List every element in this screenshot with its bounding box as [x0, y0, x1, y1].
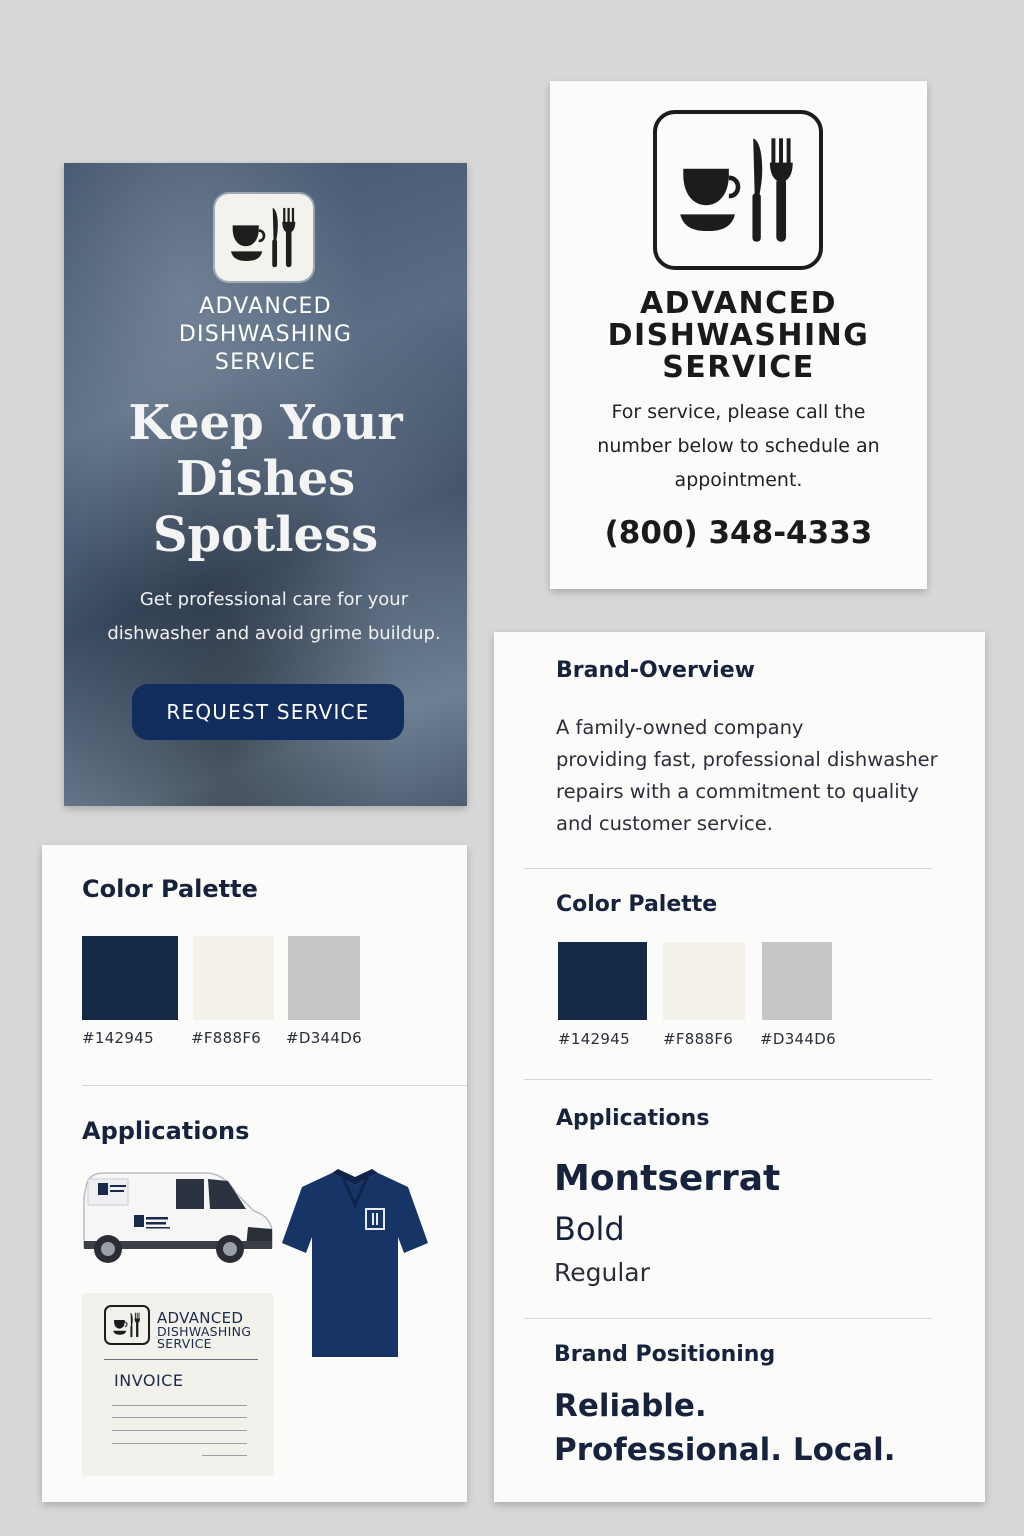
- invoice-rule: [104, 1359, 258, 1360]
- dishware-logo-icon: [215, 194, 313, 281]
- swatch-offwhite: [193, 936, 274, 1020]
- invoice-line: [112, 1430, 247, 1431]
- poster-headline: Keep Your Dishes Spotless: [128, 395, 403, 563]
- divider: [524, 868, 932, 869]
- palette-title: Color Palette: [556, 892, 718, 917]
- swatch-label: #F888F6: [191, 1029, 262, 1047]
- swatch-label: #F888F6: [663, 1030, 734, 1048]
- palette-title: Color Palette: [82, 875, 258, 903]
- divider: [524, 1079, 932, 1080]
- positioning-title: Brand Positioning: [554, 1342, 776, 1367]
- font-name: Montserrat: [554, 1158, 781, 1199]
- phone-number: (800) 348-4333: [604, 515, 873, 551]
- font-weight-regular: Regular: [554, 1258, 650, 1287]
- swatch-label: #D344D6: [286, 1029, 362, 1047]
- divider: [524, 1318, 932, 1319]
- invoice-mockup: [82, 1293, 274, 1476]
- sign-brand-name: ADVANCED DISHWASHING SERVICE: [607, 286, 870, 385]
- font-weight-bold: Bold: [554, 1210, 625, 1248]
- request-service-button[interactable]: REQUEST SERVICE: [132, 684, 404, 740]
- invoice-brand-name: ADVANCED DISHWASHING SERVICE: [157, 1309, 252, 1351]
- poster-brand-name: ADVANCED DISHWASHING SERVICE: [178, 294, 353, 375]
- polo-shirt-icon: [280, 1165, 430, 1360]
- positioning-statement: Reliable. Professional. Local.: [554, 1388, 896, 1468]
- service-sign: [550, 81, 927, 589]
- applications-title: Applications: [82, 1117, 250, 1145]
- invoice-line: [112, 1405, 247, 1406]
- swatch-label: #D344D6: [760, 1030, 836, 1048]
- invoice-line: [112, 1417, 247, 1418]
- swatch-offwhite: [663, 942, 745, 1020]
- brand-guide-panel: [494, 632, 985, 1502]
- sign-message: For service, please call the number below to schedule an appointment.: [597, 401, 880, 491]
- invoice-line: [202, 1455, 247, 1456]
- swatch-navy: [82, 936, 178, 1020]
- swatch-label: #142945: [558, 1030, 630, 1048]
- brand-overview-text: A family-owned company providing fast, professional dishwasher repairs with a commitment to quality and customer service.: [556, 716, 938, 835]
- invoice-line: [112, 1443, 247, 1444]
- swatch-navy: [558, 942, 647, 1020]
- swatch-label: #142945: [82, 1029, 154, 1047]
- divider: [82, 1085, 467, 1086]
- service-poster: [64, 163, 467, 806]
- brand-overview-title: Brand-Overview: [556, 658, 755, 683]
- palette-applications-card: [42, 845, 467, 1502]
- swatch-gray: [762, 942, 832, 1020]
- swatch-gray: [288, 936, 360, 1020]
- dishware-logo-icon: [104, 1305, 150, 1345]
- dishware-logo-icon: [653, 110, 823, 270]
- invoice-title: INVOICE: [114, 1371, 184, 1390]
- applications-title: Applications: [556, 1106, 710, 1131]
- poster-subtext: Get professional care for your dishwasher and avoid grime buildup.: [107, 589, 441, 644]
- van-icon: [78, 1167, 276, 1267]
